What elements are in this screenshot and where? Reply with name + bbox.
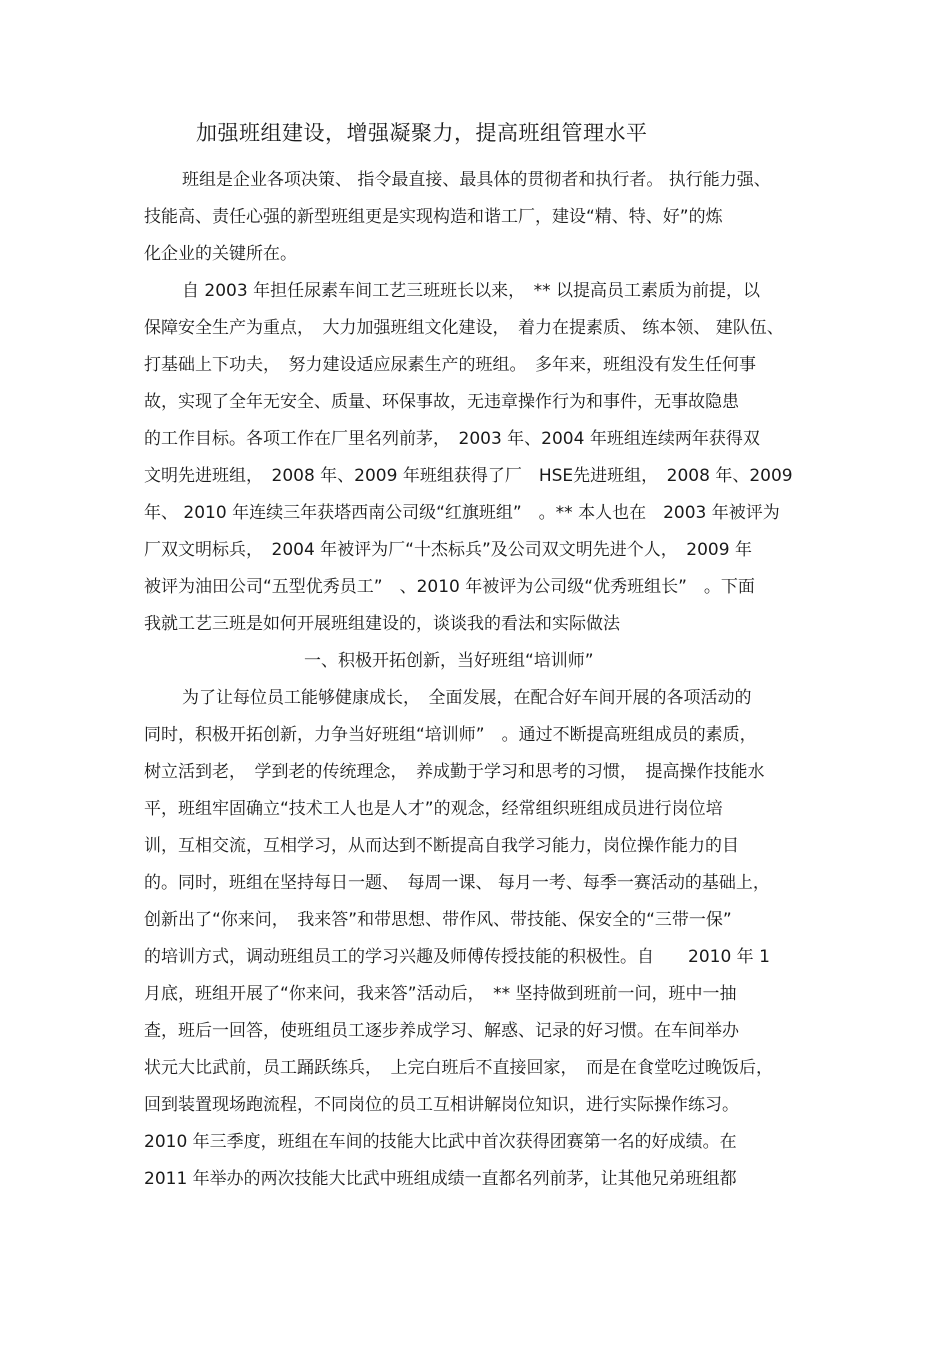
paragraph-line: 保障安全生产为重点， 大力加强班组文化建设， 着力在提素质、 练本领、 建队伍、: [144, 318, 784, 338]
paragraph-line: 训，互相交流，互相学习，从而达到不断提高自我学习能力，岗位操作能力的目: [144, 836, 739, 856]
paragraph-line: 月底，班组开展了“你来问，我来答”活动后， ** 坚持做到班前一问，班中一抽: [144, 984, 737, 1004]
paragraph-line: 状元大比武前，员工踊跃练兵， 上完白班后不直接回家， 而是在食堂吃过晚饭后，: [144, 1058, 773, 1078]
paragraph-line: 2010 年三季度，班组在车间的技能大比武中首次获得团赛第一名的好成绩。在: [144, 1132, 737, 1152]
paragraph-line: 厂双文明标兵， 2004 年被评为厂“十杰标兵”及公司双文明先进个人， 2009 年: [144, 540, 752, 560]
paragraph-line: 2011 年举办的两次技能大比武中班组成绩一直都名列前茅，让其他兄弟班组都: [144, 1169, 737, 1189]
paragraph-line: 被评为油田公司“五型优秀员工” 、2010 年被评为公司级“优秀班组长” 。下面: [144, 577, 755, 597]
paragraph-line: 自 2003 年担任尿素车间工艺三班班长以来， ** 以提高员工素质为前提，以: [182, 281, 760, 301]
paragraph-line: 文明先进班组， 2008 年、2009 年班组获得了厂 HSE先进班组， 2008 年、2009: [144, 466, 793, 486]
paragraph-line: 的工作目标。各项工作在厂里名列前茅， 2003 年、2004 年班组连续两年获得双: [144, 429, 760, 449]
paragraph-line: 班组是企业各项决策、 指令最直接、最具体的贯彻者和执行者。 执行能力强、: [182, 170, 771, 190]
paragraph-line: 同时，积极开拓创新，力争当好班组“培训师” 。通过不断提高班组成员的素质，: [144, 725, 757, 745]
paragraph-line: 平，班组牢固确立“技术工人也是人才”的观念，经常组织班组成员进行岗位培: [144, 799, 723, 819]
paragraph-line: 故，实现了全年无安全、质量、环保事故，无违章操作行为和事件，无事故隐患: [144, 392, 739, 412]
document-title: 加强班组建设，增强凝聚力，提高班组管理水平: [196, 121, 648, 145]
paragraph-line: 创新出了“你来问， 我来答”和带思想、带作风、带技能、保安全的“三带一保”: [144, 910, 732, 930]
paragraph-line: 我就工艺三班是如何开展班组建设的，谈谈我的看法和实际做法: [144, 614, 620, 634]
paragraph-line: 化企业的关键所在。: [144, 244, 297, 264]
paragraph-line: 树立活到老， 学到老的传统理念， 养成勤于学习和思考的习惯， 提高操作技能水: [144, 762, 765, 782]
paragraph-line: 打基础上下功夫， 努力建设适应尿素生产的班组。 多年来，班组没有发生任何事: [144, 355, 756, 375]
paragraph-line: 查，班后一回答，使班组员工逐步养成学习、解惑、记录的好习惯。在车间举办: [144, 1021, 739, 1041]
paragraph-line: 回到装置现场跑流程，不同岗位的员工互相讲解岗位知识，进行实际操作练习。: [144, 1095, 739, 1115]
paragraph-line: 的。同时，班组在坚持每日一题、 每周一课、 每月一考、每季一赛活动的基础上，: [144, 873, 770, 893]
paragraph-line: 为了让每位员工能够健康成长， 全面发展，在配合好车间开展的各项活动的: [182, 688, 752, 708]
section-heading: 一、积极开拓创新，当好班组“培训师”: [304, 651, 594, 671]
paragraph-line: 技能高、责任心强的新型班组更是实现构造和谐工厂，建设“精、特、好”的炼: [144, 207, 723, 227]
paragraph-line: 的培训方式，调动班组员工的学习兴趣及师傅传授技能的积极性。自 2010 年 1: [144, 947, 770, 967]
paragraph-line: 年、 2010 年连续三年获塔西南公司级“红旗班组” 。** 本人也在 2003 年被评为: [144, 503, 780, 523]
